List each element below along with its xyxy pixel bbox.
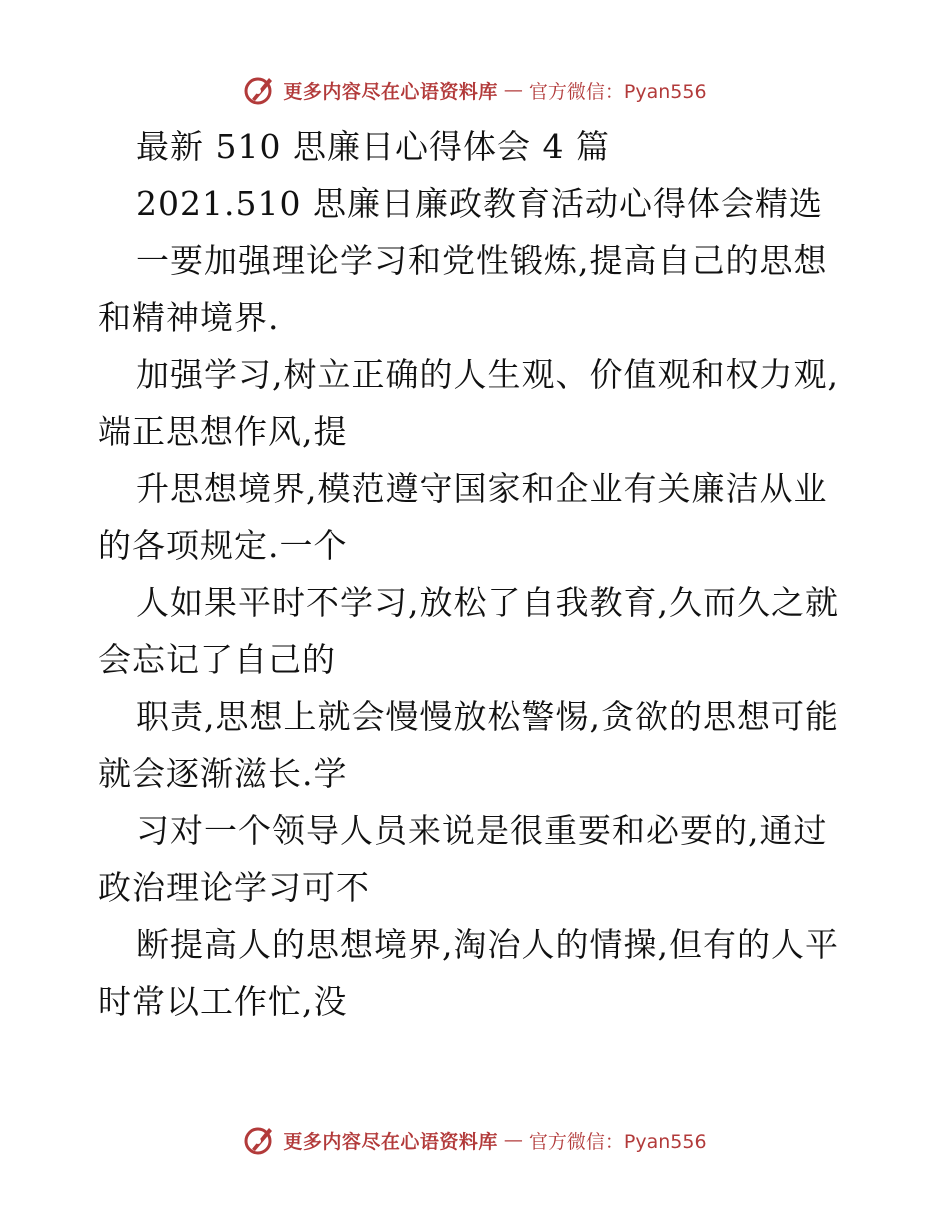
paragraph-line: 端正思想作风,提 <box>98 412 348 451</box>
footer-watermark <box>0 1120 950 1160</box>
quill-circle-logo-icon <box>243 73 277 107</box>
paragraph-lines <box>98 232 858 1030</box>
paragraph-line: 就会逐渐滋长.学 <box>98 754 348 793</box>
document-title: 最新 510 思廉日心得体会 4 篇 <box>136 127 610 166</box>
paragraph-line: 习对一个领导人员来说是很重要和必要的,通过 <box>136 811 828 850</box>
paragraph-line: 人如果平时不学习,放松了自我教育,久而久之就 <box>136 583 839 622</box>
document-body <box>98 118 858 1030</box>
document-subtitle: 2021.510 思廉日廉政教育活动心得体会精选 <box>136 184 823 223</box>
paragraph-line: 会忘记了自己的 <box>98 640 336 679</box>
watermark-contact: 官方微信：Pyan556 <box>528 80 707 103</box>
watermark-text: 更多内容尽在心语资料库 <box>283 80 498 103</box>
watermark-separator: — <box>503 1129 523 1151</box>
paragraph-line: 一要加强理论学习和党性锻炼,提高自己的思想 <box>136 241 828 280</box>
paragraph-line: 的各项规定.一个 <box>98 526 348 565</box>
paragraph-line: 职责,思想上就会慢慢放松警惕,贪欲的思想可能 <box>136 697 839 736</box>
paragraph-line: 时常以工作忙,没 <box>98 982 348 1021</box>
paragraph-line: 断提高人的思想境界,淘冶人的情操,但有的人平 <box>136 925 839 964</box>
watermark-contact: 官方微信：Pyan556 <box>528 1130 707 1153</box>
quill-circle-logo-icon <box>243 1123 277 1157</box>
paragraph-line: 加强学习,树立正确的人生观、价值观和权力观, <box>136 355 839 394</box>
watermark-text: 更多内容尽在心语资料库 <box>283 1130 498 1153</box>
watermark-separator: — <box>503 79 523 101</box>
header-watermark <box>0 70 950 110</box>
paragraph-line: 升思想境界,模范遵守国家和企业有关廉洁从业 <box>136 469 828 508</box>
paragraph-line: 和精神境界. <box>98 298 280 337</box>
paragraph-line: 政治理论学习可不 <box>98 868 370 907</box>
